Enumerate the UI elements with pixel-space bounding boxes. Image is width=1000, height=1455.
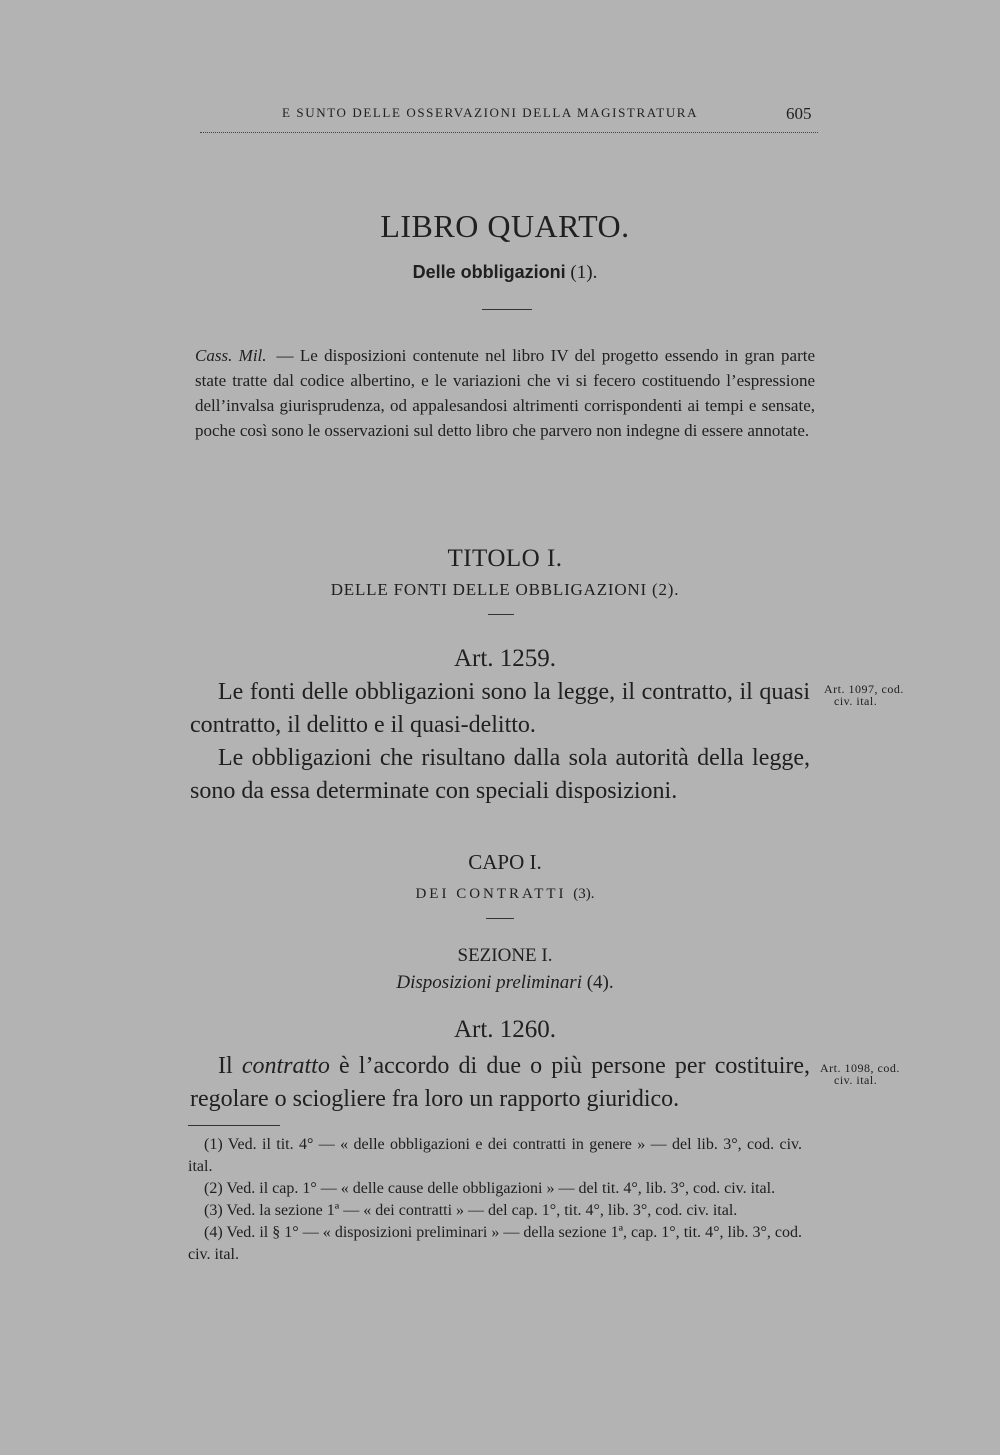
book-subtitle-text: Delle obbligazioni	[412, 262, 566, 282]
book-subtitle-footnote-ref: (1).	[570, 262, 598, 283]
article-1259-para-1: Le fonti delle obbligazioni sono la legge, il contratto, il quasi contratto, il delitto e il quasi-delitto.	[190, 679, 810, 738]
capo-subtitle-footnote-ref: (3).	[573, 886, 595, 902]
article-1259-heading: Art. 1259.	[453, 645, 557, 672]
article-1259-body	[190, 676, 810, 808]
section-divider	[488, 614, 514, 615]
footnote-3: (3) Ved. la sezione 1ª — « dei contratti » — del cap. 1°, tit. 4°, lib. 3°, cod. civ. ital.	[204, 1202, 738, 1219]
page-number: 605	[786, 104, 812, 123]
intro-dash: —	[276, 346, 294, 365]
footnote-4: (4) Ved. il § 1° — « disposizioni preliminari » — della sezione 1ª, cap. 1°, tit. 4°, lib. 3°, cod. civ. ital.	[188, 1224, 802, 1263]
capo-subtitle	[190, 886, 820, 903]
article-1260-heading: Art. 1260.	[453, 1016, 557, 1043]
margin-ref-line: Art. 1097, cod.	[824, 682, 904, 696]
titolo-heading: TITOLO I.	[447, 545, 563, 572]
article-1260-para	[190, 1050, 810, 1116]
footnote-2: (2) Ved. il cap. 1° — « delle cause delle obbligazioni » — del tit. 4°, lib. 3°, cod. civ. ital.	[204, 1180, 776, 1197]
sezione-subtitle-text: Disposizioni preliminari	[396, 972, 582, 993]
article-1259-para-2: Le obbligazioni che risultano dalla sola autorità della legge, sono da essa determinate con speciali disposizioni.	[190, 745, 810, 804]
sezione-subtitle	[190, 972, 820, 994]
footnote-1: (1) Ved. il tit. 4° — « delle obbligazioni e dei contratti in genere » — del lib. 3°, cod. civ. ital.	[188, 1136, 802, 1175]
article-1260-body	[190, 1050, 810, 1116]
capo-subtitle-text: DEI CONTRATTI	[415, 886, 567, 902]
running-header: E SUNTO DELLE OSSERVAZIONI DELLA MAGISTRATURA	[282, 105, 699, 120]
intro-paragraph	[195, 343, 815, 443]
header-rule	[200, 132, 818, 133]
intro-source: Cass. Mil.	[195, 346, 267, 365]
article-1259-margin-ref	[824, 683, 904, 707]
sezione-subtitle-footnote-ref: (4).	[586, 972, 614, 993]
section-divider	[482, 309, 532, 310]
titolo-subtitle: DELLE FONTI DELLE OBBLIGAZIONI (2).	[330, 580, 680, 599]
article-1260-text-start: Il	[218, 1053, 233, 1079]
article-1260-emphasis: contratto	[241, 1053, 330, 1079]
footnotes	[188, 1134, 802, 1266]
book-title: LIBRO QUARTO.	[380, 208, 630, 244]
article-1260-margin-ref	[820, 1062, 900, 1086]
margin-ref-line: civ. ital.	[834, 1073, 878, 1087]
article-1260-text-rest: è l’accordo di due o più persone per costituire, regolare o sciogliere fra loro un rapporto giuridico.	[190, 1053, 811, 1112]
footnote-rule	[188, 1125, 280, 1126]
margin-ref-line: Art. 1098, cod.	[820, 1061, 900, 1075]
margin-ref-line: civ. ital.	[834, 694, 878, 708]
intro-text: Le disposizioni contenute nel libro IV del progetto essendo in gran parte state tratte dal codice albertino, e le variazioni che vi si fecero costituendo l’espressione dell’invalsa giurisprudenza, od appalesandosi altrimenti corrispondenti ai tempi e sensate, poche così sono le osservazioni sul detto libro che parvero non indegne di essere annotate.	[195, 346, 815, 440]
book-subtitle	[190, 262, 820, 284]
capo-heading: CAPO I.	[468, 850, 542, 874]
section-divider	[486, 918, 514, 919]
sezione-heading: SEZIONE I.	[457, 945, 553, 966]
